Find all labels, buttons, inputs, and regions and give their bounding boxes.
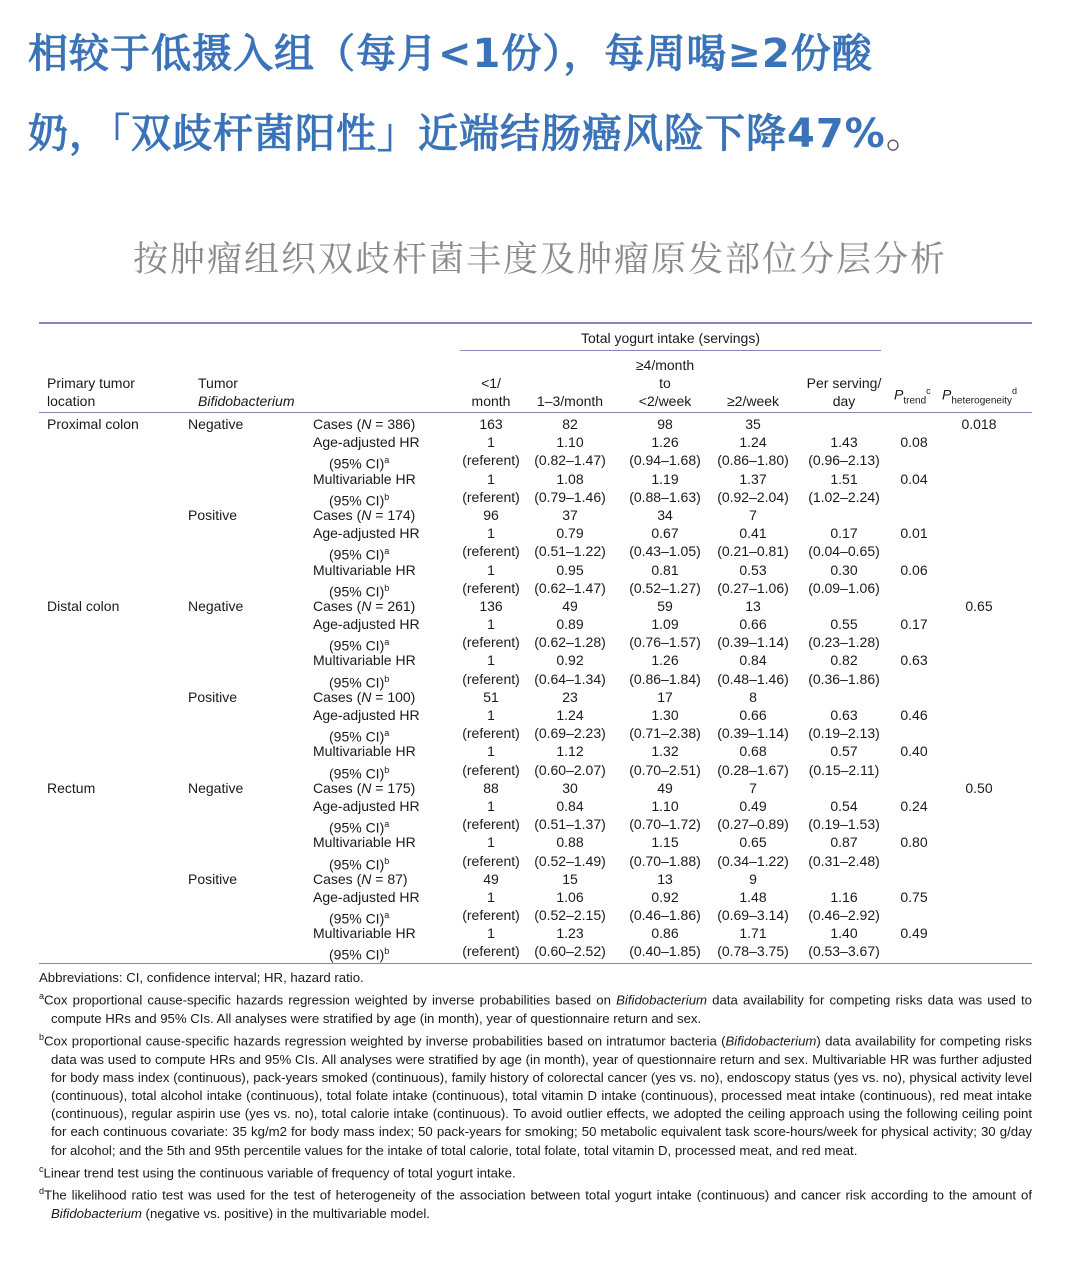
confidence-interval: (0.51–1.37)	[534, 816, 606, 833]
confidence-interval: (0.86–1.84)	[629, 670, 701, 687]
referent-label: (referent)	[462, 634, 520, 651]
referent-label: (referent)	[462, 579, 520, 596]
table-row	[39, 433, 1032, 451]
hazard-ratio: 1.08	[556, 470, 584, 487]
hazard-ratio: 1.43	[830, 434, 858, 451]
cases-count: 34	[657, 506, 673, 523]
confidence-interval: (0.69–3.14)	[717, 907, 789, 924]
confidence-interval: (0.82–1.47)	[534, 452, 606, 469]
confidence-interval: (0.21–0.81)	[717, 543, 789, 560]
hazard-ratio: 0.66	[739, 707, 767, 723]
hazard-ratio: 0.88	[556, 834, 584, 851]
table-row	[39, 451, 1032, 473]
confidence-interval: (0.28–1.67)	[717, 761, 789, 778]
confidence-interval: (0.60–2.07)	[534, 761, 606, 778]
cases-count: 30	[562, 779, 578, 796]
table-row	[39, 488, 1032, 509]
referent-label: (referent)	[462, 907, 520, 924]
ci-label: (95% CI)$^a$	[329, 455, 390, 473]
bifido-status: Positive	[188, 870, 238, 887]
cases-label: Cases (N = 261)	[313, 597, 416, 614]
p-trend: 0.75	[900, 888, 928, 905]
header-location: Primary tumor location	[47, 375, 135, 409]
cases-count: 13	[657, 870, 673, 887]
cases-count: 15	[562, 870, 578, 887]
multivariable-label: Multivariable HR	[313, 470, 416, 487]
confidence-interval: (0.46–2.92)	[808, 907, 880, 924]
hazard-ratio: 1.48	[739, 888, 767, 905]
table-row	[39, 706, 1032, 724]
confidence-interval: (0.70–2.51)	[629, 761, 701, 778]
table-row	[39, 870, 1032, 888]
header-bifido: Tumor Bifidobacterium	[198, 375, 295, 409]
confidence-interval: (0.23–1.28)	[808, 634, 880, 651]
hazard-ratio: 1.24	[739, 434, 767, 451]
table-row	[39, 579, 1032, 600]
confidence-interval: (0.34–1.22)	[717, 852, 789, 869]
hazard-ratio: 1.26	[651, 652, 679, 669]
table-row	[39, 670, 1032, 691]
confidence-interval: (0.94–1.68)	[629, 452, 701, 469]
referent-label: (referent)	[462, 761, 520, 778]
p-trend: 0.01	[900, 525, 928, 542]
referent-hr: 1	[487, 434, 495, 451]
p-trend: 0.17	[900, 616, 928, 633]
table-row	[39, 688, 1032, 706]
table-subtitle: 按肿瘤组织双歧杆菌丰度及肿瘤原发部位分层分析	[132, 240, 947, 280]
hazard-ratio: 0.65	[739, 834, 767, 851]
hazard-ratio: 0.84	[556, 797, 584, 814]
confidence-interval: (0.31–2.48)	[808, 852, 880, 869]
confidence-interval: (0.40–1.85)	[629, 943, 701, 960]
table-row	[39, 597, 1032, 615]
confidence-interval: (0.70–1.72)	[629, 816, 701, 833]
cases-count: 7	[749, 779, 757, 796]
ci-label: (95% CI)$^b$	[329, 673, 390, 691]
cases-label: Cases (N = 87)	[313, 870, 408, 887]
cases-count: 136	[479, 597, 503, 614]
cases-label: Cases (N = 174)	[313, 506, 416, 523]
hazard-ratio: 1.24	[556, 707, 584, 723]
footnote-d: $^d$The likelihood ratio test was used for the test of heterogeneity of the association between total yogurt intake (continuous) and cancer risk according to the amount of Bifidobacterium (negative vs. positive) in the multivariable model.	[39, 1186, 1032, 1221]
confidence-interval: (0.48–1.46)	[717, 670, 789, 687]
table-row	[39, 524, 1032, 542]
p-trend: 0.40	[900, 743, 928, 760]
multivariable-label: Multivariable HR	[313, 561, 416, 578]
referent-label: (referent)	[462, 452, 520, 469]
footnote-c: $^c$Linear trend test using the continuous variable of frequency of total yogurt intake.	[39, 1163, 516, 1181]
table-row	[39, 852, 1032, 873]
age-adjusted-label: Age-adjusted HR	[313, 797, 420, 814]
tumor-location: Distal colon	[47, 597, 120, 614]
referent-hr: 1	[487, 525, 495, 542]
cases-count: 9	[749, 870, 757, 887]
confidence-interval: (0.76–1.57)	[629, 634, 701, 651]
hazard-ratio: 1.71	[739, 925, 767, 942]
confidence-interval: (0.62–1.28)	[534, 634, 606, 651]
table-row	[39, 724, 1032, 745]
confidence-interval: (0.79–1.46)	[534, 488, 606, 505]
ci-label: (95% CI)$^a$	[329, 819, 390, 836]
span-header-yogurt-intake: Total yogurt intake (servings)	[581, 330, 760, 346]
table-row	[39, 779, 1032, 797]
p-heterogeneity: 0.50	[965, 779, 993, 796]
confidence-interval: (0.53–3.67)	[808, 943, 880, 960]
cases-count: 7	[749, 506, 757, 523]
cases-count: 59	[657, 597, 673, 614]
table-row	[39, 761, 1032, 782]
referent-hr: 1	[487, 834, 495, 851]
table-header	[39, 324, 1032, 412]
hazard-ratio: 0.87	[830, 834, 858, 851]
confidence-interval: (0.52–1.49)	[534, 852, 606, 869]
ci-label: (95% CI)$^a$	[329, 546, 390, 563]
table-row	[39, 542, 1032, 563]
bifido-status: Negative	[188, 779, 244, 796]
headline	[28, 14, 1068, 174]
bifido-status: Negative	[188, 416, 244, 432]
referent-hr: 1	[487, 743, 495, 760]
hazard-ratio: 0.17	[830, 525, 858, 542]
headline-line-1: 相较于低摄入组（每月<1份），每周喝≥2份酸	[28, 31, 873, 77]
table-bottom-rule	[39, 963, 1032, 964]
p-heterogeneity: 0.65	[965, 597, 993, 614]
confidence-interval: (0.36–1.86)	[808, 670, 880, 687]
age-adjusted-label: Age-adjusted HR	[313, 888, 420, 905]
table-row	[39, 561, 1032, 579]
hazard-ratio: 1.16	[830, 888, 858, 905]
header-lt1-month: <1/ month	[471, 375, 511, 409]
footnotes	[39, 969, 1032, 1223]
age-adjusted-label: Age-adjusted HR	[313, 707, 420, 723]
hazard-ratio: 1.12	[556, 743, 584, 760]
header-p-heterogeneity: $P_{heterogeneity}^d$	[942, 385, 1017, 406]
referent-hr: 1	[487, 707, 495, 723]
hazard-ratio: 1.26	[651, 434, 679, 451]
referent-label: (referent)	[462, 670, 520, 687]
confidence-interval: (0.62–1.47)	[534, 579, 606, 596]
hazard-ratio: 0.92	[556, 652, 584, 669]
confidence-interval: (0.19–1.53)	[808, 816, 880, 833]
hazard-ratio: 0.54	[830, 797, 858, 814]
ci-label: (95% CI)$^b$	[329, 764, 390, 782]
p-trend: 0.63	[900, 652, 928, 669]
table-row	[39, 924, 1032, 942]
referent-hr: 1	[487, 470, 495, 487]
confidence-interval: (0.27–1.06)	[717, 579, 789, 596]
hazard-ratio: 1.06	[556, 888, 584, 905]
hazard-ratio: 0.95	[556, 561, 584, 578]
cases-count: 17	[657, 688, 673, 705]
multivariable-label: Multivariable HR	[313, 743, 416, 760]
multivariable-label: Multivariable HR	[313, 925, 416, 942]
ci-label: (95% CI)$^b$	[329, 491, 390, 509]
cases-count: 35	[745, 416, 761, 432]
p-trend: 0.08	[900, 434, 928, 451]
confidence-interval: (0.71–2.38)	[629, 725, 701, 742]
referent-label: (referent)	[462, 852, 520, 869]
cases-count: 37	[562, 506, 578, 523]
ci-label: (95% CI)$^a$	[329, 910, 390, 927]
table-row	[39, 888, 1032, 906]
hazard-ratio: 1.10	[651, 797, 679, 814]
age-adjusted-label: Age-adjusted HR	[313, 434, 420, 451]
hazard-ratio: 0.84	[739, 652, 767, 669]
referent-hr: 1	[487, 561, 495, 578]
p-trend: 0.04	[900, 470, 928, 487]
cases-count: 96	[483, 506, 499, 523]
p-trend: 0.06	[900, 561, 928, 578]
confidence-interval: (0.43–1.05)	[629, 543, 701, 560]
header-p-trend: $P_{trend}^c$	[894, 385, 931, 406]
confidence-interval: (0.69–2.23)	[534, 725, 606, 742]
table-row	[39, 742, 1032, 760]
p-trend: 0.80	[900, 834, 928, 851]
table-body	[39, 413, 1032, 964]
table-row	[39, 833, 1032, 851]
referent-label: (referent)	[462, 943, 520, 960]
hazard-ratio: 0.30	[830, 561, 858, 578]
bifido-status: Positive	[188, 688, 238, 705]
confidence-interval: (0.70–1.88)	[629, 852, 701, 869]
hazard-ratio: 0.49	[739, 797, 767, 814]
referent-hr: 1	[487, 925, 495, 942]
footnote-abbreviations: Abbreviations: CI, confidence interval; HR, hazard ratio.	[39, 970, 364, 985]
confidence-interval: (0.39–1.14)	[717, 634, 789, 651]
hazard-ratio: 1.32	[651, 743, 679, 760]
confidence-interval: (0.64–1.34)	[534, 670, 606, 687]
confidence-interval: (0.51–1.22)	[534, 543, 606, 560]
confidence-interval: (0.88–1.63)	[629, 488, 701, 505]
p-trend: 0.24	[900, 797, 928, 814]
header-4month-2week: ≥4/month to <2/week	[635, 357, 695, 409]
table-row	[39, 633, 1032, 654]
hazard-ratio: 1.51	[830, 470, 858, 487]
confidence-interval: (0.19–2.13)	[808, 725, 880, 742]
table-row	[39, 942, 1032, 964]
hazard-ratio: 0.41	[739, 525, 767, 542]
ci-label: (95% CI)$^b$	[329, 855, 390, 873]
bifido-status: Negative	[188, 597, 244, 614]
confidence-interval: (1.02–2.24)	[808, 488, 880, 505]
hazard-ratio: 0.86	[651, 925, 679, 942]
table-row	[39, 615, 1032, 633]
tumor-location: Proximal colon	[47, 416, 139, 432]
span-header-rule	[460, 350, 881, 351]
hazard-ratio: 0.92	[651, 888, 679, 905]
referent-hr: 1	[487, 652, 495, 669]
referent-label: (referent)	[462, 725, 520, 742]
hazard-ratio: 1.10	[556, 434, 584, 451]
cases-label: Cases (N = 386)	[313, 416, 416, 432]
confidence-interval: (0.52–2.15)	[534, 907, 606, 924]
confidence-interval: (0.96–2.13)	[808, 452, 880, 469]
confidence-interval: (0.78–3.75)	[717, 943, 789, 960]
ci-label: (95% CI)$^b$	[329, 946, 390, 964]
hazard-ratio: 1.40	[830, 925, 858, 942]
hazard-ratio: 1.30	[651, 707, 679, 723]
hazard-ratio: 1.23	[556, 925, 584, 942]
confidence-interval: (0.86–1.80)	[717, 452, 789, 469]
cases-label: Cases (N = 100)	[313, 688, 416, 705]
confidence-interval: (0.60–2.52)	[534, 943, 606, 960]
confidence-interval: (0.15–2.11)	[808, 761, 880, 778]
referent-hr: 1	[487, 797, 495, 814]
table-row	[39, 470, 1032, 488]
header-ge2-week: ≥2/week	[726, 393, 780, 409]
hazard-ratio: 1.19	[651, 470, 679, 487]
hazard-ratio: 0.53	[739, 561, 767, 578]
referent-label: (referent)	[462, 816, 520, 833]
age-adjusted-label: Age-adjusted HR	[313, 616, 420, 633]
table-row	[39, 651, 1032, 669]
confidence-interval: (0.04–0.65)	[808, 543, 880, 560]
referent-hr: 1	[487, 888, 495, 905]
ci-label: (95% CI)$^a$	[329, 637, 390, 654]
hazard-ratio: 1.09	[651, 616, 679, 633]
cases-count: 23	[562, 688, 578, 705]
confidence-interval: (0.46–1.86)	[629, 907, 701, 924]
cases-count: 49	[562, 597, 578, 614]
hazard-ratio: 0.89	[556, 616, 584, 633]
hazard-ratio: 0.68	[739, 743, 767, 760]
hazard-ratio: 0.81	[651, 561, 679, 578]
header-1-3-month: 1–3/month	[536, 393, 604, 409]
cases-label: Cases (N = 175)	[313, 779, 416, 796]
confidence-interval: (0.39–1.14)	[717, 725, 789, 742]
cases-count: 163	[479, 416, 503, 432]
confidence-interval: (0.27–0.89)	[717, 816, 789, 833]
hazard-ratio: 0.55	[830, 616, 858, 633]
referent-hr: 1	[487, 616, 495, 633]
table-row	[39, 797, 1032, 815]
hazard-ratio: 0.82	[830, 652, 858, 669]
confidence-interval: (0.92–2.04)	[717, 488, 789, 505]
p-trend: 0.49	[900, 925, 928, 942]
ci-label: (95% CI)$^a$	[329, 728, 390, 745]
hazard-ratio: 0.79	[556, 525, 584, 542]
p-heterogeneity: 0.018	[961, 416, 997, 432]
hazard-ratio: 0.63	[830, 707, 858, 723]
confidence-interval: (0.09–1.06)	[808, 579, 880, 596]
cases-count: 82	[562, 416, 578, 432]
hazard-ratio: 0.67	[651, 525, 679, 542]
bifido-status: Positive	[188, 506, 238, 523]
cases-count: 88	[483, 779, 499, 796]
p-trend: 0.46	[900, 707, 928, 723]
table-row	[39, 415, 1032, 433]
multivariable-label: Multivariable HR	[313, 834, 416, 851]
hazard-ratio: 1.15	[651, 834, 679, 851]
results-table	[39, 322, 1032, 964]
header-per-serving: Per serving/ day	[806, 375, 882, 409]
cases-count: 13	[745, 597, 761, 614]
cases-count: 8	[749, 688, 757, 705]
cases-count: 51	[483, 688, 499, 705]
cases-count: 49	[657, 779, 673, 796]
tumor-location: Rectum	[47, 779, 96, 796]
referent-label: (referent)	[462, 543, 520, 560]
footnote-b: $^b$Cox proportional cause-specific hazards regression weighted by inverse probabilities based on intratumor bacteria (Bifidobacterium) data availability for competing risks data was used to compute HRs and 95% CIs. All analyses were stratified by age (in month), year of questionnaire return and sex. Multivariable HR was further adjusted for body mass index (continuous), pack-years smoked (continuous), family history of colorectal cancer (yes vs. no), endoscopy status (yes vs. no), physical activity level (continuous), total alcohol intake (continuous), total folate intake (continuous), total vitamin D intake (continuous), processed meat intake (continuous), red meat intake (continuous), regular aspirin use (yes vs. no), total calorie intake (continuous). To avoid outlier effects, we adopted the ceiling approach using the following ceiling point for each continuous covariate: 35 kg/m2 for body mass index; 50 pack-years for smoking; 50 metabolic equivalent task score-hours/week for physical activity; 30 g/day for alcohol; and the 5th and 95th percentile values for the intake of total calorie, total folate, total vitamin D, processed meat, and red meat.	[39, 1032, 1032, 1158]
cases-count: 49	[483, 870, 499, 887]
age-adjusted-label: Age-adjusted HR	[313, 525, 420, 542]
footnote-a: $^a$Cox proportional cause-specific hazards regression weighted by inverse probabilities based on Bifidobacterium data availability for competing risks data was used to compute HRs and 95% CIs. All analyses were stratified by age (in month), year of questionnaire return and sex.	[39, 991, 1033, 1026]
multivariable-label: Multivariable HR	[313, 652, 416, 669]
confidence-interval: (0.52–1.27)	[629, 579, 701, 596]
referent-label: (referent)	[462, 488, 520, 505]
hazard-ratio: 1.37	[739, 470, 767, 487]
ci-label: (95% CI)$^b$	[329, 582, 390, 600]
table-row	[39, 815, 1032, 836]
hazard-ratio: 0.66	[739, 616, 767, 633]
headline-line-2: 奶，「双歧杆菌阳性」近端结肠癌风险下降47%。	[28, 111, 927, 157]
cases-count: 98	[657, 416, 673, 432]
table-row	[39, 906, 1032, 927]
table-row	[39, 506, 1032, 524]
hazard-ratio: 0.57	[830, 743, 858, 760]
